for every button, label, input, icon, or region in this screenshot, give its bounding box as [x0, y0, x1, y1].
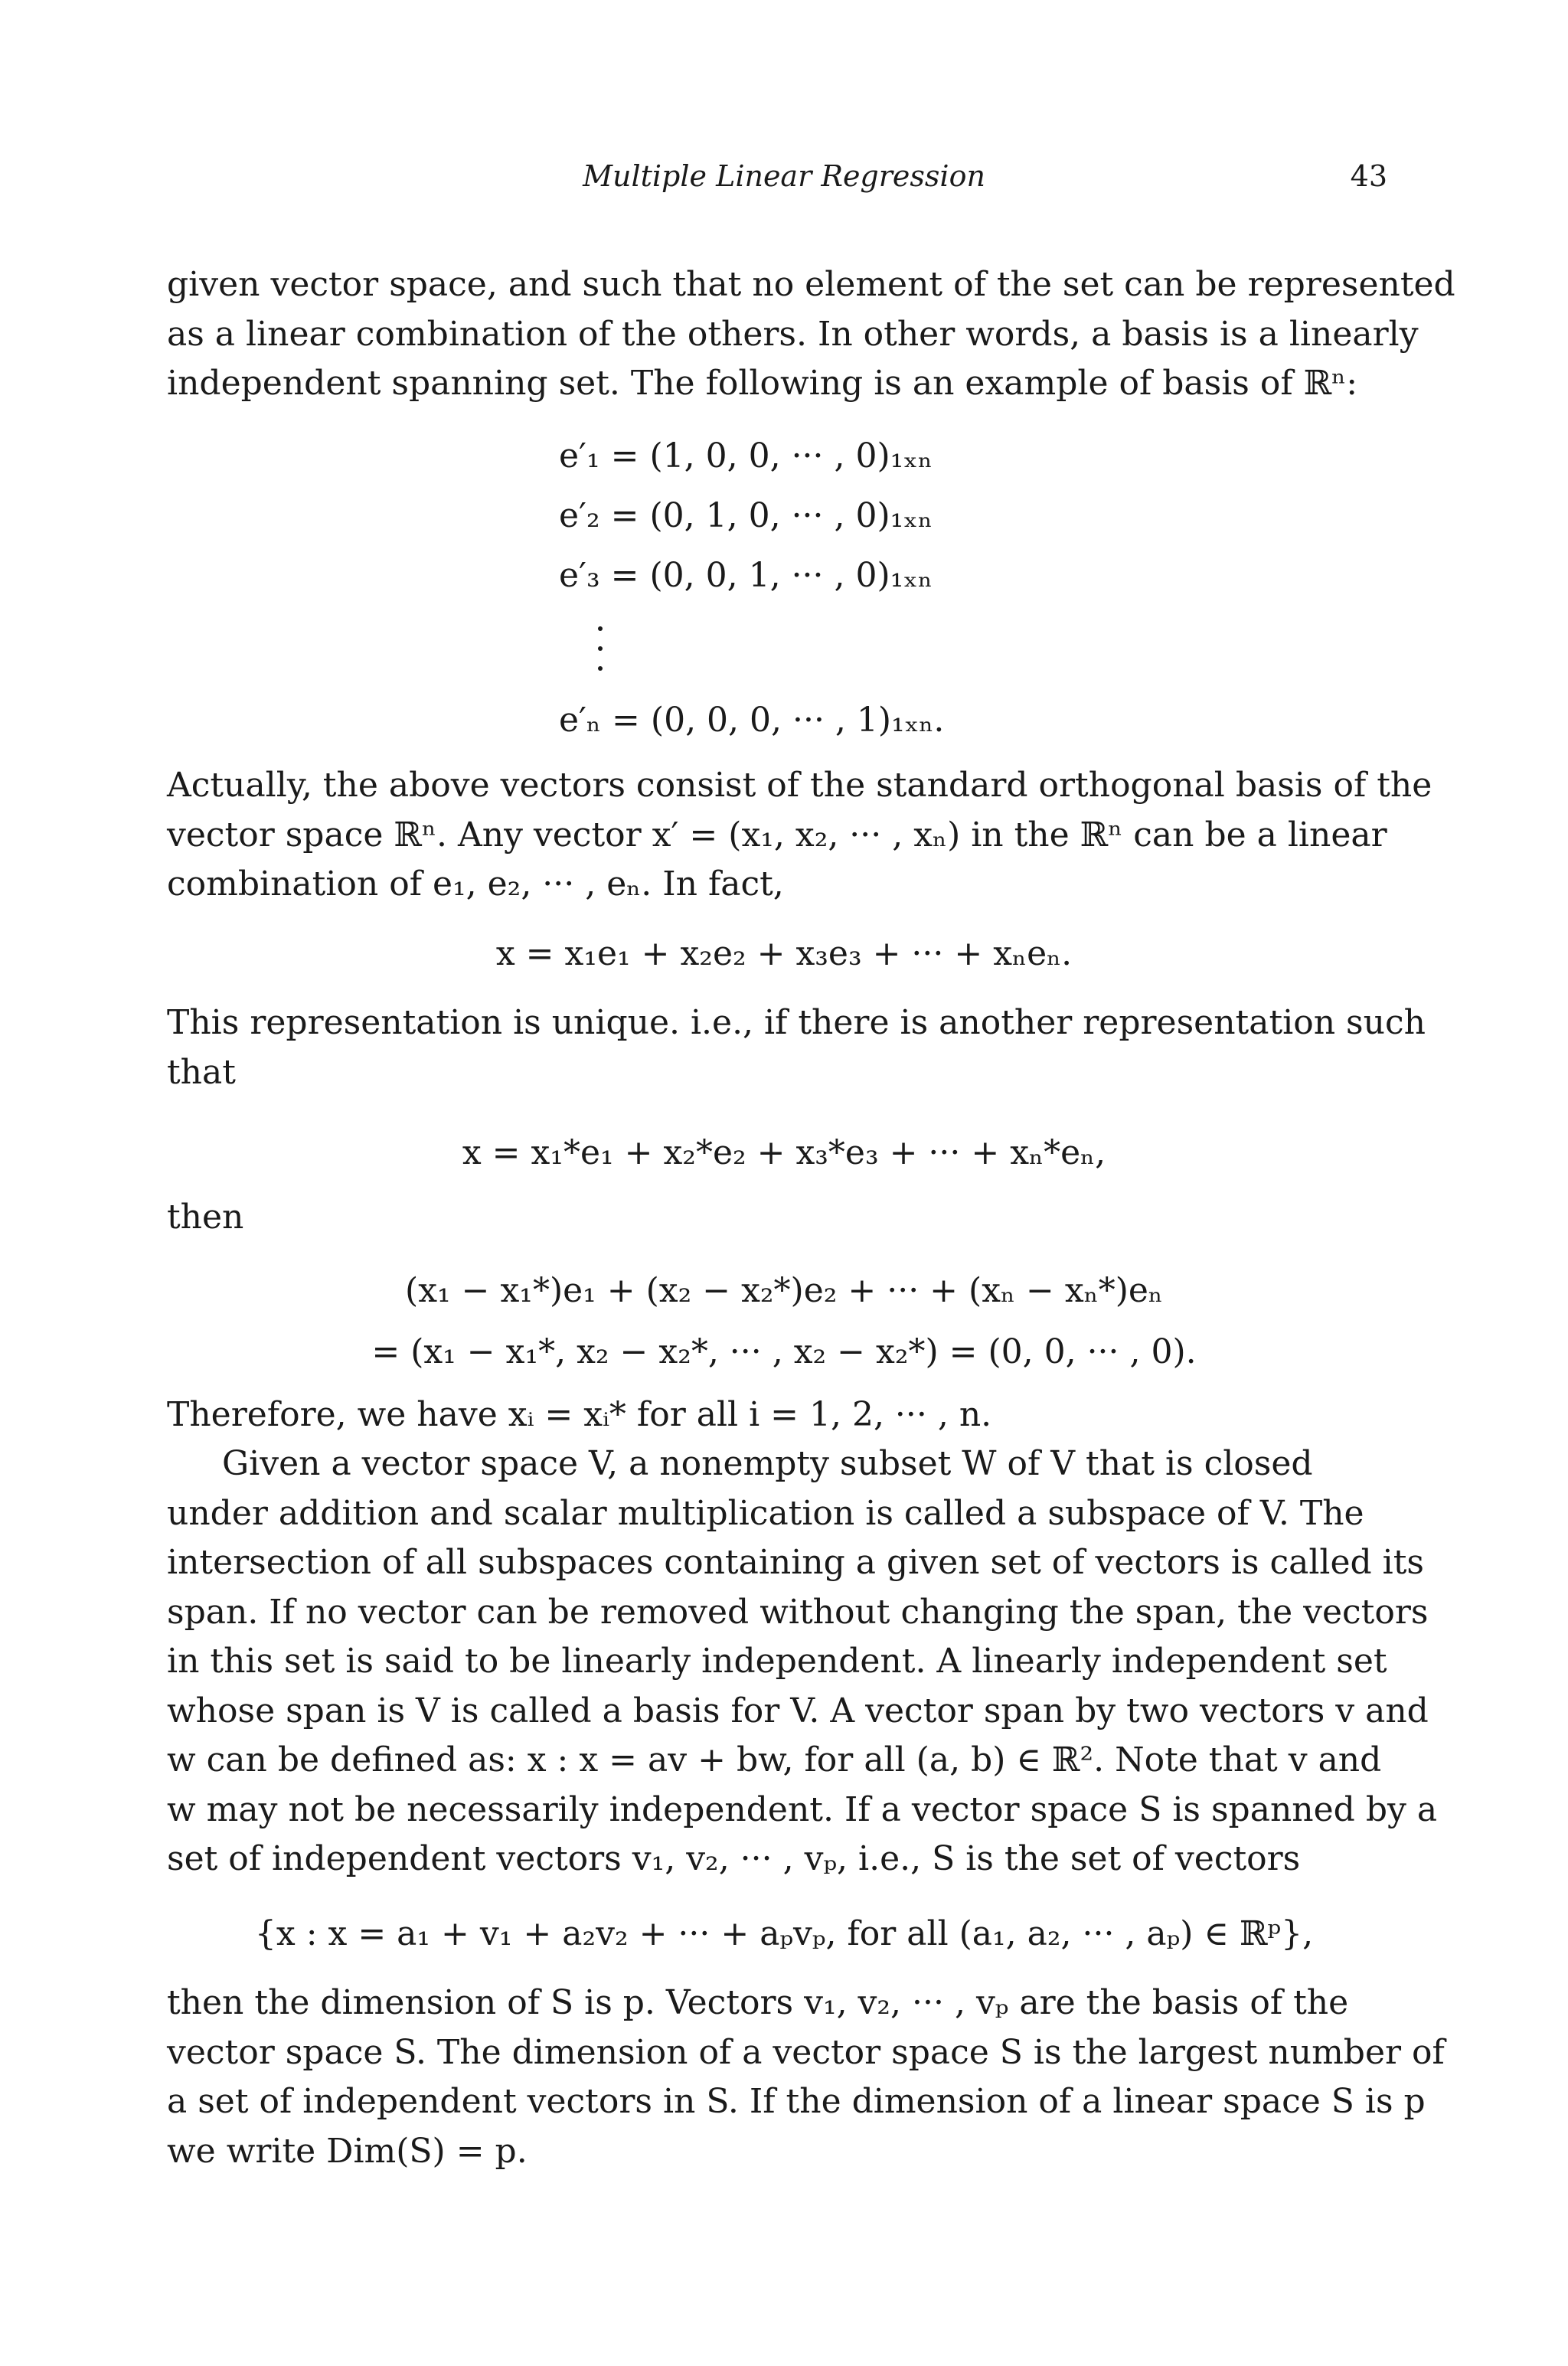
- then-word: then: [167, 1198, 244, 1237]
- paragraph-conclusion: [167, 1391, 1401, 1440]
- text-line: we write Dim(S) = p.: [167, 2131, 528, 2171]
- text-line: in this set is said to be linearly independent. A linearly independent set: [167, 1642, 1387, 1681]
- text-line: a set of independent vectors in S. If the dimension of a linear space S is p: [167, 2082, 1426, 2121]
- text-line: combination of e₁, e₂, ··· , eₙ. In fact,: [167, 864, 784, 904]
- page-number: 43: [1350, 159, 1387, 193]
- text-line: that: [167, 1052, 236, 1092]
- paragraph-subspace: [167, 1440, 1438, 1884]
- text-line: vector space S. The dimension of a vector space S is the largest number of: [167, 2032, 1445, 2072]
- basis-vector-e2: e′₂ = (0, 1, 0, ··· , 0)₁ₓₙ: [559, 496, 933, 535]
- equation-alternate-representation: x = x₁*e₁ + x₂*e₂ + x₃*e₃ + ··· + xₙ*eₙ,: [462, 1133, 1106, 1172]
- basis-vector-e3: e′₃ = (0, 0, 1, ··· , 0)₁ₓₙ: [559, 556, 933, 595]
- text-line: Actually, the above vectors consist of the standard orthogonal basis of the: [167, 766, 1432, 805]
- text-line: vector space ℝⁿ. Any vector x′ = (x₁, x₂, ··· , xₙ) in the ℝⁿ can be a linear: [167, 815, 1387, 855]
- equation-difference-line-2: = (x₁ − x₁*, x₂ − x₂*, ··· , x₂ − x₂*) = (0, 0, ··· , 0).: [371, 1332, 1197, 1371]
- equation-linear-combination: x = x₁e₁ + x₂e₂ + x₃e₃ + ··· + xₙeₙ.: [495, 934, 1073, 973]
- paragraph-standard-basis: [167, 761, 1432, 910]
- paragraph-dimension: [167, 1979, 1445, 2176]
- text-line: w can be defined as: x : x = av + bw, for all (a, b) ∈ ℝ². Note that v and: [167, 1740, 1382, 1779]
- text-line: span. If no vector can be removed without changing the span, the vectors: [167, 1592, 1429, 1632]
- text-line: under addition and scalar multiplication is called a subspace of V. The: [167, 1493, 1364, 1533]
- equation-difference-line-1: (x₁ − x₁*)e₁ + (x₂ − x₂*)e₂ + ··· + (xₙ − xₙ*)eₙ: [405, 1271, 1163, 1310]
- running-header-title: Multiple Linear Regression: [583, 159, 985, 193]
- text-line: then the dimension of S is p. Vectors v₁, v₂, ··· , vₚ are the basis of the: [167, 1983, 1349, 2022]
- text-line: as a linear combination of the others. In other words, a basis is a linearly: [167, 314, 1419, 354]
- text-line: whose span is V is called a basis for V. A vector span by two vectors v and: [167, 1691, 1429, 1730]
- equation-span-set: {x : x = a₁ + v₁ + a₂v₂ + ··· + aₚvₚ, for all (a₁, a₂, ··· , aₚ) ∈ ℝᵖ},: [254, 1914, 1314, 1953]
- text-line: This representation is unique. i.e., if there is another representation such: [167, 1003, 1426, 1042]
- basis-vector-e1: e′₁ = (1, 0, 0, ··· , 0)₁ₓₙ: [559, 436, 933, 475]
- text-line: given vector space, and such that no element of the set can be represented: [167, 265, 1455, 304]
- text-line: w may not be necessarily independent. If a vector space S is spanned by a: [167, 1789, 1438, 1829]
- text-line: Therefore, we have xᵢ = xᵢ* for all i = 1, 2, ··· , n.: [167, 1395, 992, 1434]
- text-line: intersection of all subspaces containing a given set of vectors is called its: [167, 1543, 1425, 1582]
- text-line: Given a vector space V, a nonempty subset W of V that is closed: [222, 1444, 1313, 1483]
- text-line: set of independent vectors v₁, v₂, ··· , vₚ, i.e., S is the set of vectors: [167, 1839, 1301, 1878]
- text-line: independent spanning set. The following is an example of basis of ℝⁿ:: [167, 364, 1358, 403]
- basis-vector-en: e′ₙ = (0, 0, 0, ··· , 1)₁ₓₙ.: [559, 701, 945, 740]
- vertical-ellipsis: [593, 619, 609, 680]
- paragraph-basis-definition: [167, 260, 1455, 409]
- paragraph-uniqueness: [167, 998, 1426, 1097]
